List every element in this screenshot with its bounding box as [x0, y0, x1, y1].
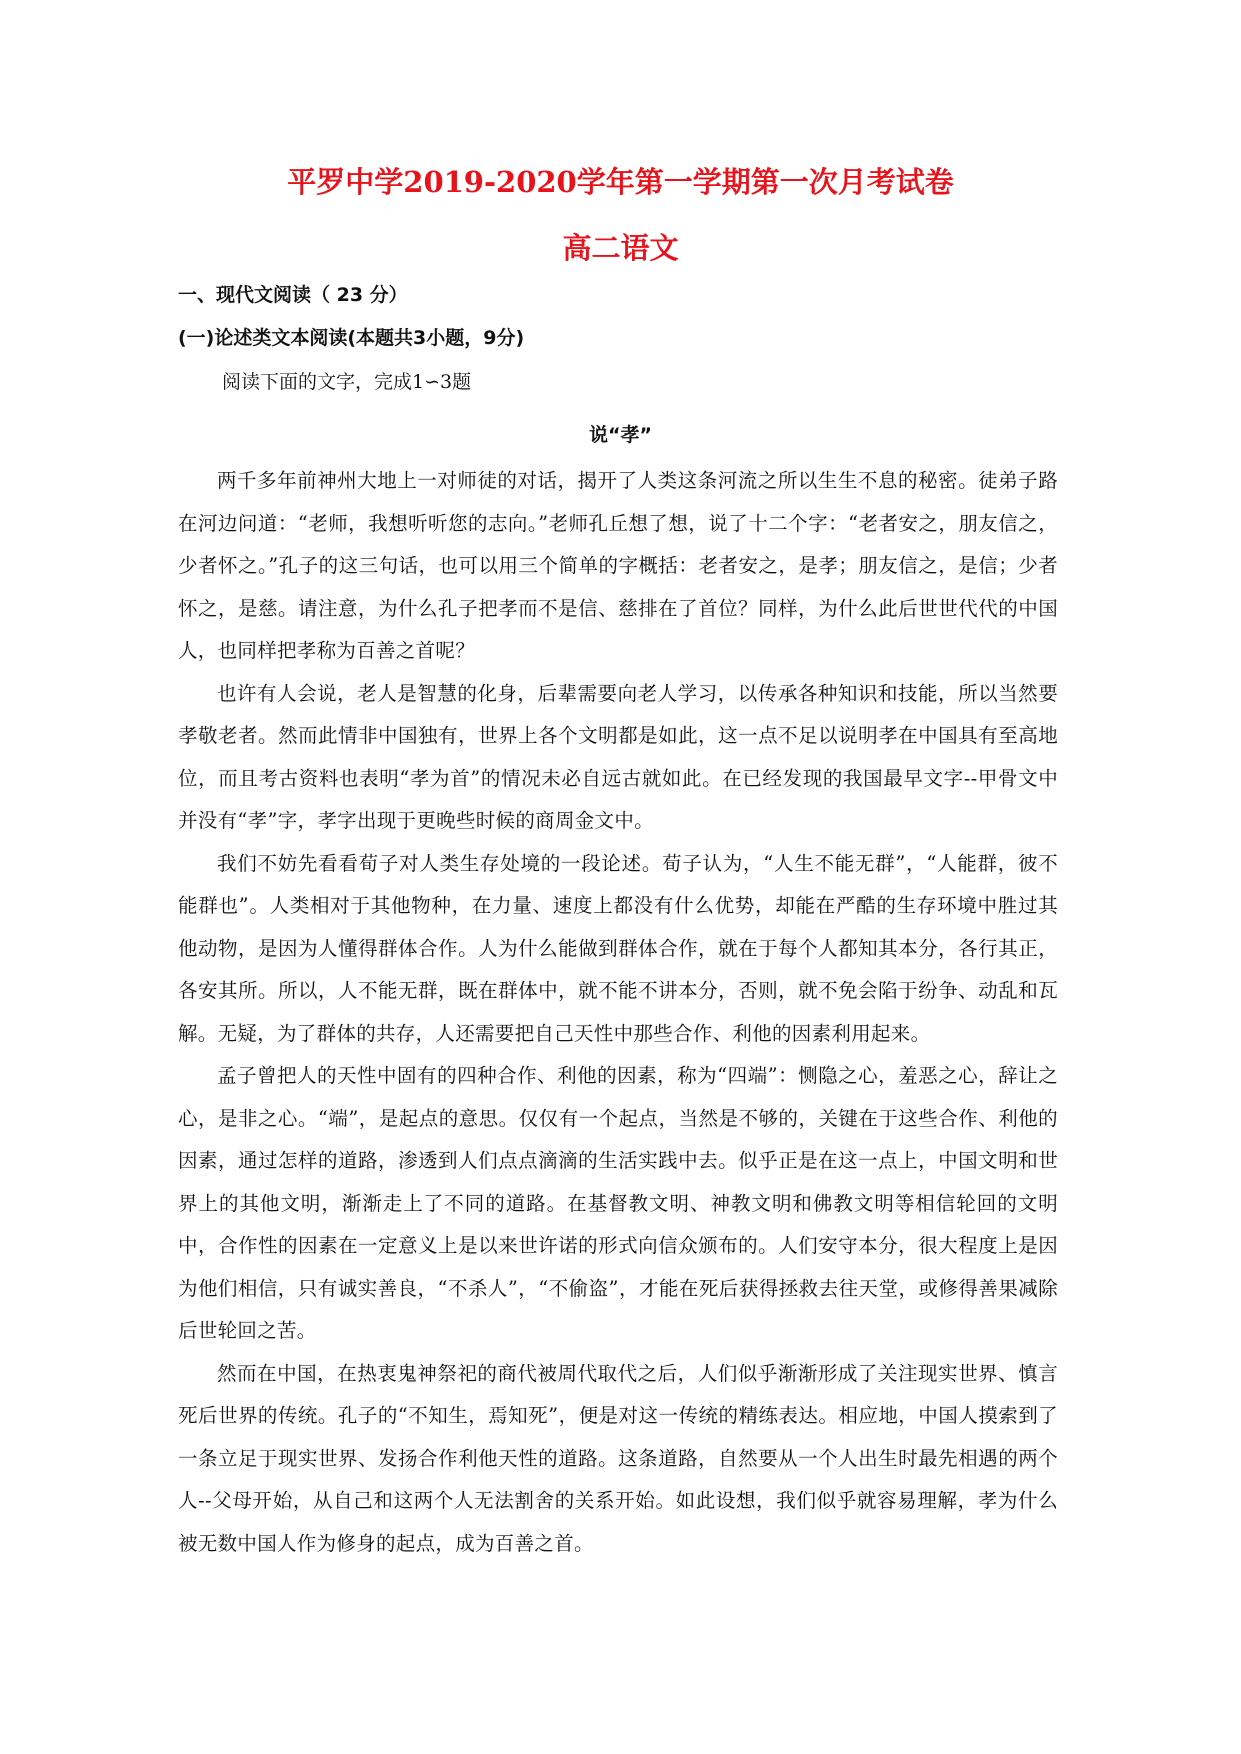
article-paragraph: 然而在中国，在热衷鬼神祭祀的商代被周代取代之后，人们似乎渐渐形成了关注现实世界、慎言死后世界的传统。孔子的“不知生，焉知死”，便是对这一传统的精练表达。相应地，中国人摸索到了一条立足于现实世界、发扬合作利他天性的道路。这条道路，自然要从一个人出生时最先相遇的两个人--父母开始，从自己和这两个人无法割舍的关系开始。如此设想，我们似乎就容易理解，孝为什么被无数中国人作为修身的起点，成为百善之首。 [178, 1361, 1058, 1555]
article-paragraph: 两千多年前神州大地上一对师徒的对话，揭开了人类这条河流之所以生生不息的秘密。徒弟子路在河边问道：“老师，我想听听您的志向。”老师孔丘想了想，说了十二个字：“老者安之，朋友信之，少者怀之。”孔子的这三句话，也可以用三个简单的字概括：老者安之，是孝；朋友信之，是信；少者怀之，是慈。请注意，为什么孔子把孝而不是信、慈排在了首位？同样，为什么此后世世代代的中国人，也同样把孝称为百善之首呢？ [178, 469, 1058, 662]
article-paragraph: 我们不妨先看看荀子对人类生存处境的一段论述。荀子认为，“人生不能无群”，“人能群，彼不能群也”。人类相对于其他物种，在力量、速度上都没有什么优势，却能在严酷的生存环境中胜过其他动物，是因为人懂得群体合作。人为什么能做到群体合作，就在于每个人都知其本分，各行其正，各安其所。所以，人不能无群，既在群体中，就不能不讲本分，否则，就不免会陷于纷争、动乱和瓦解。无疑，为了群体的共存，人还需要把自己天性中那些合作、利他的因素利用起来。 [178, 851, 1058, 1045]
exam-subject: 高二语文 [562, 231, 679, 265]
article-body [178, 460, 1058, 1565]
article-title: 说“孝” [589, 424, 652, 446]
article-paragraph: 孟子曾把人的天性中固有的四种合作、利他的因素，称为“四端”：恻隐之心，羞恶之心，辞让之心，是非之心。“端”，是起点的意思。仅仅有一个起点，当然是不够的，关键在于这些合作、利他的因素，通过怎样的道路，渗透到人们点点滴滴的生活实践中去。似乎正是在这一点上，中国文明和世界上的其他文明，渐渐走上了不同的道路。在基督教文明、神教文明和佛教文明等相信轮回的文明中，合作性的因素在一定意义上是以来世许诺的形式向信众颁布的。人们安守本分，很大程度上是因为他们相信，只有诚实善良，“不杀人”，“不偷盗”，才能在死后获得拯救去往天堂，或修得善果减除后世轮回之苦。 [178, 1064, 1058, 1342]
exam-title: 平罗中学2019-2020学年第一学期第一次月考试卷 [287, 165, 954, 199]
section-heading: 一、现代文阅读（ 23 分） [178, 284, 408, 306]
reading-instruction: 阅读下面的文字，完成1∽3题 [222, 371, 472, 393]
article-paragraph: 也许有人会说，老人是智慧的化身，后辈需要向老人学习，以传承各种知识和技能，所以当然要孝敬老者。然而此情非中国独有，世界上各个文明都是如此，这一点不足以说明孝在中国具有至高地位，而且考古资料也表明“孝为首”的情况未必自远古就如此。在已经发现的我国最早文字--甲骨文中并没有“孝”字，孝字出现于更晚些时候的商周金文中。 [178, 681, 1058, 832]
subsection-heading: (一)论述类文本阅读(本题共3小题，9分) [178, 327, 525, 349]
